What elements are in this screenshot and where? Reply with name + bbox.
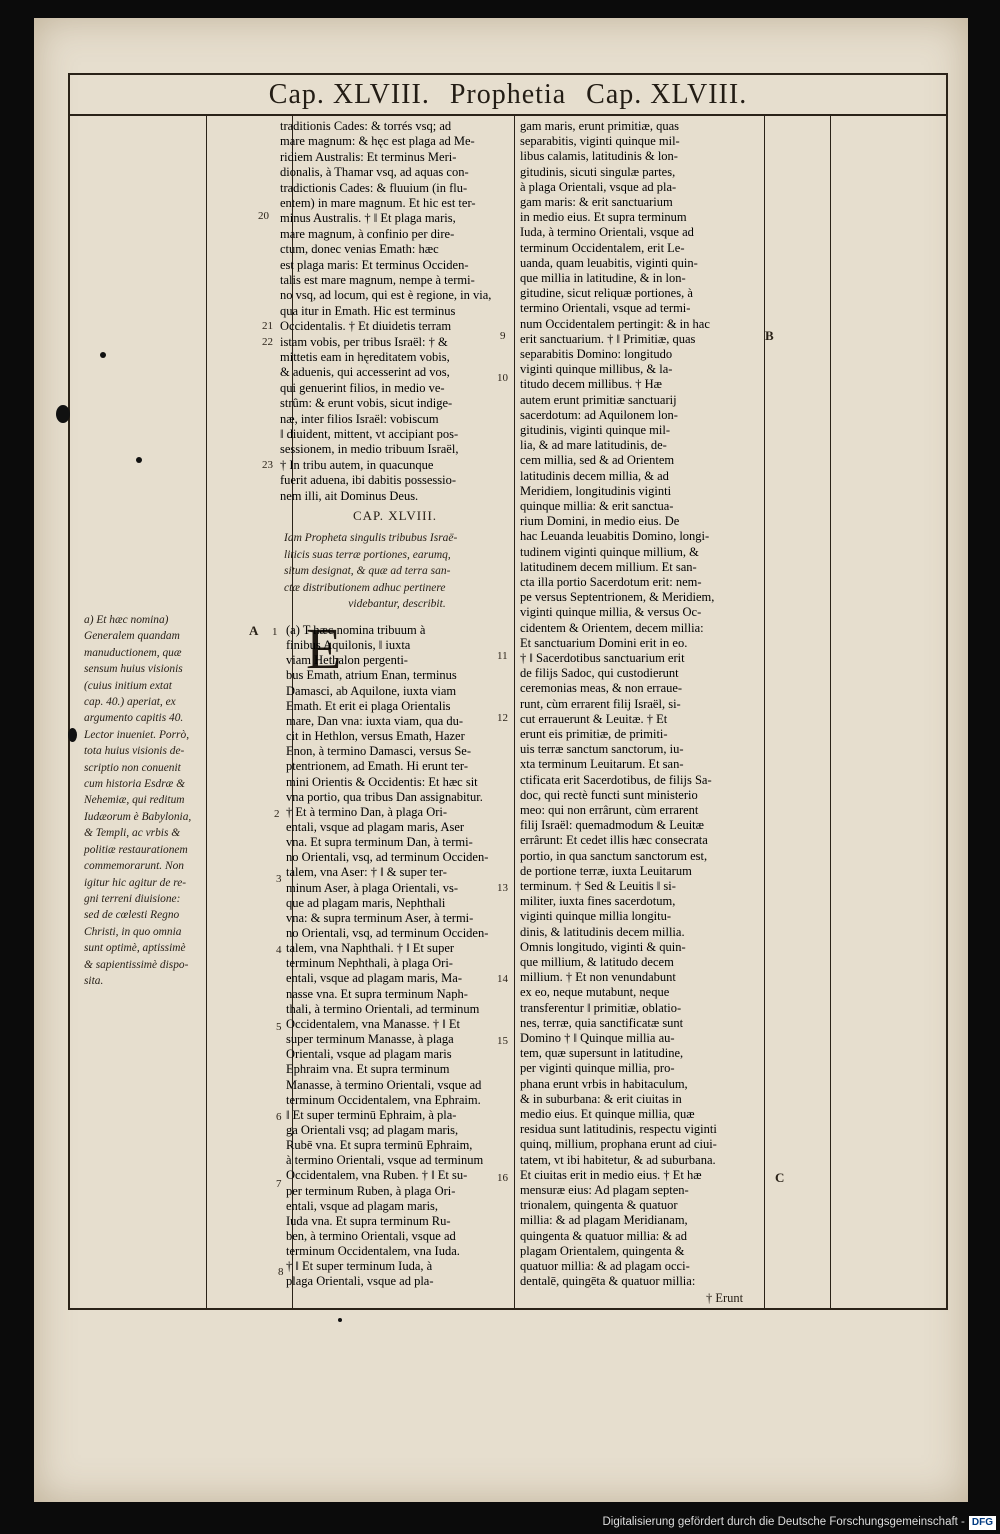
text-line: sacerdotum: ad Aquilonem lon- — [520, 407, 678, 422]
text-line: quinque millia: & erit sanctua- — [520, 499, 674, 513]
text-line: minus Australis. † ‖ Et plaga maris, — [280, 211, 456, 226]
note-line: & sapientissimè dispo- — [84, 958, 189, 971]
note-line: Generalem quandam — [84, 630, 180, 643]
text-line: bus Emath, atrium Enan, terminus — [286, 668, 457, 683]
verse-number: 2 — [274, 808, 280, 820]
margin-mark-c: C — [775, 1170, 785, 1185]
text-line: cem millia, sed & ad Orientem — [520, 453, 675, 468]
verse-number: 1 — [272, 626, 278, 638]
text-line: mittetis eam in hęreditatem vobis, — [280, 350, 450, 364]
verse-number: 7 — [276, 1178, 282, 1190]
text-line: Orientali, vsque ad plagam maris — [286, 1047, 452, 1062]
text-line: entali, vsque ad plagam maris, — [286, 1198, 439, 1213]
text-line: trionalem, quingenta & quatuor — [520, 1198, 678, 1213]
text-line: pe versus Septentrionem, & Meridiem, — [520, 590, 715, 605]
text-line: qua itur in Emath. Hic est terminus — [280, 303, 456, 318]
text-line: † Et à termino Dan, à plaga Ori- — [286, 804, 448, 819]
frame-right-rule — [946, 73, 948, 1310]
text-line: ceremonias meas, & non erraue- — [520, 681, 683, 696]
chapter-title: CAP. XLVIII. — [352, 508, 438, 523]
note-line: Iudæorum è Babylonia, — [84, 810, 192, 823]
text-line: Emath. Et erit ei plaga Orientalis — [286, 698, 451, 713]
text-line: ‖ Et super terminū Ephraim, à pla- — [286, 1107, 457, 1122]
text-line: Meridiem, longitudinis viginti — [520, 483, 672, 498]
text-line: Domino † ‖ Quinque millia au- — [520, 1031, 675, 1045]
text-line: viginti quinque millibus, & la- — [520, 362, 673, 377]
ink-spot — [100, 352, 106, 358]
verse-number: 11 — [497, 650, 508, 662]
note-line: sita. — [84, 974, 104, 987]
text-line: que millium, & latitudo decem — [520, 955, 674, 969]
text-line: mare magnum: & hęc est plaga ad Me- — [280, 134, 475, 149]
text-line: quingenta & quatuor millia: & ad — [520, 1228, 687, 1243]
text-line: que ad plagam maris, Nephthali — [286, 895, 446, 910]
text-line: ga Orientali vsq; ad plagam maris, — [286, 1122, 459, 1137]
verse-number: 6 — [276, 1111, 282, 1123]
text-line: uis terræ sanctum sanctorum, iu- — [520, 742, 684, 757]
text-line: næ, inter filios Israël: vobiscum — [280, 411, 439, 426]
text-line: titudo decem millibus. † Hæ — [520, 377, 663, 392]
text-line: mare magnum, à confinio per dire- — [280, 226, 455, 241]
text-line: gitudinis, sicuti singulæ partes, — [520, 164, 676, 179]
text-line: ctificata erit Sacerdotibus, de filijs Sa- — [520, 772, 712, 787]
text-line: transferentur ‖ primitiæ, oblatio- — [520, 1000, 682, 1015]
note-line: (cuius initium extat — [84, 679, 172, 692]
text-line: cta illa portio Sacerdotum erit: nem- — [520, 575, 702, 589]
running-header — [70, 76, 946, 114]
text-line: terminum Occidentalem, erit Le- — [520, 240, 685, 255]
header-chapter-left: Cap. XLVIII. — [268, 79, 430, 110]
text-line: Occidentalem, vna Manasse. † ‖ Et — [286, 1016, 460, 1031]
text-line: Et ciuitas erit in medio eius. † Et hæ — [520, 1167, 702, 1182]
text-line: istam vobis, per tribus Israël: † & — [280, 334, 448, 349]
text-line: medio eius. Et quinque millia, quæ — [520, 1107, 695, 1121]
text-line: cidentem & Orientem, decem millia: — [520, 620, 704, 635]
note-line: sunt optimè, aptissimè — [84, 942, 186, 955]
text-line: thali, à termino Orientali, ad terminum — [286, 1001, 480, 1016]
text-line: ridiem Australis: Et terminus Meri- — [280, 149, 457, 164]
note-line: cum historia Esdræ & — [84, 778, 185, 791]
summary-line: liticis suas terræ portiones, earumq, — [284, 548, 451, 561]
note-line: scriptio non conuenit — [84, 761, 181, 774]
verse-number: 13 — [497, 882, 508, 894]
text-line: talem, vna Naphthali. † ‖ Et super — [286, 941, 455, 956]
text-line: ptentrionem, ad Emath. Hi erunt ter- — [286, 759, 468, 774]
text-line: quinq, millium, prophana erunt ad ciui- — [520, 1137, 717, 1152]
note-line: commemorarunt. Non — [84, 860, 184, 873]
column-rule-5 — [830, 116, 831, 1308]
verse-number: 5 — [276, 1021, 282, 1033]
text-line: latitudinis decem millia, & ad — [520, 468, 669, 483]
text-line: in medio eius. Et supra terminum — [520, 210, 687, 225]
text-line: Omnis longitudo, viginti & quin- — [520, 939, 686, 954]
text-line: Occidentalem, vna Ruben. † ‖ Et su- — [286, 1168, 468, 1183]
verse-number: 9 — [500, 330, 506, 342]
note-line: & Templi, ac vrbis & — [84, 827, 181, 840]
column-rule-1 — [206, 116, 207, 1308]
text-line: doc, qui rectè functi sunt ministerio — [520, 787, 698, 802]
summary-line: situm designat, & quæ ad terra san- — [284, 565, 451, 577]
text-line: vna. Et supra terminum Dan, à termi- — [286, 835, 473, 850]
text-line: militer, iuxta fines sacerdotum, — [520, 894, 676, 909]
text-line: vna: & supra terminum Aser, à termi- — [286, 910, 474, 925]
note-line: tota huius visionis de- — [84, 745, 185, 758]
text-line: talis est mare magnum, nempe à termi- — [280, 273, 475, 287]
text-line: Iuda vna. Et supra terminum Ru- — [286, 1213, 451, 1228]
ink-spot — [338, 1318, 342, 1322]
note-line: politiæ restaurationem — [84, 843, 188, 856]
text-line: separabitis, viginti quinque mil- — [520, 134, 680, 149]
text-line: talem, vna Aser: † ‖ & super ter- — [286, 865, 447, 880]
text-line: meo: qui non errârunt, cùm errarent — [520, 803, 699, 817]
text-line: entali, vsque ad plagam maris, Aser — [286, 819, 465, 834]
text-line: cit in Hethlon, versus Emath, Hazer — [286, 729, 465, 744]
text-line: erit sanctuarium. † ‖ Primitiæ, quas — [520, 331, 696, 346]
text-line: finibus Aquilonis, ‖ iuxta — [286, 638, 411, 653]
text-line: Damasci, ab Aquilone, iuxta viam — [286, 683, 457, 698]
digitization-footer — [600, 1512, 996, 1532]
text-line: per terminum Ruben, à plaga Ori- — [286, 1183, 456, 1198]
text-line: de filijs Sadoc, qui custodierunt — [520, 666, 679, 681]
text-line: ctum, donec venias Emath: hæc — [280, 242, 439, 257]
text-line: dentalē, quingēta & quatuor millia: — [520, 1274, 696, 1289]
ink-spot — [136, 457, 142, 463]
text-line: plaga Orientali, vsque ad pla- — [286, 1274, 434, 1289]
verse-number: 14 — [497, 973, 508, 985]
verse-number: 12 — [497, 712, 508, 724]
text-line: residua sunt latitudinis, respectu viginti — [520, 1122, 717, 1137]
verse-number: 10 — [497, 372, 508, 384]
text-line: phana erunt vrbis in habitaculum, — [520, 1076, 688, 1091]
verse-number: 8 — [278, 1266, 284, 1278]
dfg-logo: DFG — [969, 1516, 996, 1530]
text-line: no Orientali, vsq, ad terminum Occiden- — [286, 850, 489, 865]
verse-number: 20 — [258, 210, 269, 222]
header-bottom-rule — [68, 114, 948, 116]
text-line: tudinem viginti quinque millium, & — [520, 544, 699, 559]
text-line: mini Orientis & Occidentis: Et hæc sit — [286, 774, 478, 789]
frame-left-rule — [68, 73, 70, 1310]
text-line: à plaga Orientali, vsque ad pla- — [520, 179, 677, 194]
text-line: quatuor millia: & ad plagam occi- — [520, 1259, 690, 1273]
verse-number: 22 — [262, 336, 273, 348]
text-line: mensuræ eius: Ad plagam septen- — [520, 1183, 689, 1197]
text-line: dinis, & latitudinis decem millia. — [520, 924, 685, 939]
text-line: terminum. † Sed & Leuitis ‖ si- — [520, 879, 676, 893]
note-line: cap. 40.) aperiat, ex — [84, 696, 176, 709]
text-line: rium Domini, in medio eius. De — [520, 514, 680, 529]
text-line: ‖ diuident, mittent, vt accipiant pos- — [280, 427, 459, 441]
text-line: Iuda, à termino Orientali, vsque ad — [520, 225, 694, 240]
text-line: minum Aser, à plaga Orientali, vs- — [286, 880, 459, 895]
text-line: de portione terræ, iuxta Leuitarum — [520, 863, 692, 878]
text-line: uanda, quam leuabitis, viginti quin- — [520, 255, 698, 270]
text-line: (a) T hæc nomina tribuum à — [286, 623, 426, 637]
marginal-note — [84, 612, 206, 989]
text-line: Occidentalis. † Et diuidetis terram — [280, 319, 452, 334]
text-line: erunt eis primitiæ, de primiti- — [520, 727, 668, 741]
note-line: manuductionem, quæ — [84, 646, 182, 659]
text-line: separabitis Domino: longitudo — [520, 347, 673, 361]
verse-number: 3 — [276, 873, 282, 885]
text-line: Et sanctuarium Domini erit in eo. — [520, 635, 688, 650]
text-line: que millia in latitudine, & in lon- — [520, 271, 686, 285]
text-line: est plaga maris: Et terminus Occiden- — [280, 257, 469, 272]
note-line: sensum huius visionis — [84, 663, 183, 676]
column-rule-4 — [764, 116, 765, 1308]
text-line: num Occidentalem pertingit: & in hac — [520, 316, 710, 331]
text-line: runt, cùm errarent filij Israël, si- — [520, 696, 681, 711]
ink-spot — [56, 405, 70, 423]
text-line: Enon, à termino Damasci, versus Se- — [286, 744, 472, 759]
text-line: latitudinem decem millium. Et san- — [520, 559, 697, 574]
chapter-summary — [284, 530, 510, 613]
text-line: viginti quinque millia longitu- — [520, 909, 672, 924]
frame-bottom-rule — [68, 1308, 948, 1310]
text-line: no Orientali, vsq, ad terminum Occiden- — [286, 926, 489, 940]
text-line: ex eo, neque mutabunt, neque — [520, 985, 670, 1000]
text-line: cut errauerunt & Leuitæ. † Et — [520, 711, 668, 726]
text-line: Manasse, à termino Orientali, vsque ad — [286, 1077, 482, 1092]
text-line: tradictionis Cades: & fluuium (in flu- — [280, 180, 468, 195]
column-rule-3 — [514, 116, 515, 1308]
text-line: autem erunt primitiæ sanctuarij — [520, 392, 677, 407]
note-line: Christi, in quo omnia — [84, 925, 182, 938]
footer-text: Digitalisierung gefördert durch die Deutsche Forschungsgemeinschaft - — [602, 1516, 965, 1528]
text-line: Rubē vna. Et supra terminū Ephraim, — [286, 1138, 473, 1153]
text-line: † In tribu autem, in quacunque — [280, 457, 434, 472]
text-line: viginti quinque millia, & versus Oc- — [520, 605, 702, 620]
text-line: Ephraim vna. Et supra terminum — [286, 1062, 450, 1077]
summary-line: ctæ distributionem adhuc pertinere — [284, 581, 446, 594]
text-line: hac Leuanda leuabitis Domino, longi- — [520, 529, 710, 544]
note-line: sed de cœlesti Regno — [84, 909, 180, 922]
margin-mark-a: A — [249, 623, 259, 638]
note-line: gni terreni diuisione: — [84, 892, 181, 905]
text-line: no vsq, ad locum, qui est è regione, in via, — [280, 288, 492, 303]
text-line: fuerit aduena, ibi dabitis possessio- — [280, 473, 457, 488]
text-line: entali, vsque ad plagam maris, Ma- — [286, 971, 462, 986]
frame-top-rule — [68, 73, 948, 75]
text-line: à termino Orientali, vsque ad terminum — [286, 1153, 484, 1168]
text-line: xta terminum Leuitarum. Et san- — [520, 757, 684, 772]
text-line: dionalis, à Thamar vsq, ad aquas con- — [280, 165, 469, 180]
text-line: nes, terræ, quia sanctificatæ sunt — [520, 1015, 684, 1030]
text-line: libus calamis, latitudinis & lon- — [520, 149, 678, 164]
text-line: millia: & ad plagam Meridianam, — [520, 1213, 688, 1228]
text-line: strûm: & erunt vobis, sicut indige- — [280, 396, 453, 411]
note-line: argumento capitis 40. — [84, 712, 184, 725]
text-line: † ‖ Sacerdotibus sanctuarium erit — [520, 651, 685, 665]
text-line: & in suburbana: & erit ciuitas in — [520, 1091, 682, 1106]
text-line: traditionis Cades: & torrés vsq; ad — [280, 119, 452, 133]
text-line: portio, in qua sanctum sanctorum est, — [520, 848, 708, 863]
text-line: † ‖ Et super terminum Iuda, à — [286, 1259, 433, 1274]
text-line: mare, Dan vna: iuxta viam, qua du- — [286, 713, 464, 728]
verse-number: 15 — [497, 1035, 508, 1047]
text-line: termino Orientali, vsque ad termi- — [520, 301, 691, 316]
note-line: igitur hic agitur de re- — [84, 876, 187, 889]
text-line: ben, à termino Orientali, vsque ad — [286, 1229, 456, 1243]
text-line: tatem, vt ibi habitetur, & ad suburbana. — [520, 1152, 716, 1167]
text-line: filij Israël: quemadmodum & Leuitæ — [520, 818, 704, 833]
text-line: tem, quæ supersunt in latitudine, — [520, 1046, 684, 1061]
text-line: per viginti quinque millia, pro- — [520, 1061, 675, 1076]
text-line: gam maris: & erit sanctuarium — [520, 195, 673, 209]
text-line: & aduenis, qui accesserint ad vos, — [280, 365, 450, 380]
header-book-title: Prophetia — [449, 79, 567, 110]
text-line: vna portio, qua tribus Dan assignabitur. — [286, 789, 483, 804]
text-line: nasse vna. Et supra terminum Naph- — [286, 986, 468, 1001]
catchword: † Erunt — [706, 1291, 744, 1305]
note-line: a) Et hæc nomina) — [84, 614, 169, 626]
text-line: errârunt: Et cedet illis hæc consecrata — [520, 833, 708, 848]
verse-number: 4 — [276, 944, 282, 956]
note-line: Lector inueniet. Porrò, — [84, 728, 190, 741]
summary-line: Iam Propheta singulis tribubus Israë- — [284, 532, 458, 544]
text-line: gam maris, erunt primitiæ, quas — [520, 119, 680, 133]
text-line: lia, & ad mare latitudinis, de- — [520, 438, 667, 453]
text-line: viam Hethalon pergenti- — [286, 653, 408, 668]
ink-spot — [68, 728, 77, 742]
note-line: Nehemiæ, qui reditum — [84, 794, 185, 807]
header-chapter-right: Cap. XLVIII. — [586, 79, 748, 110]
text-line: nem illi, ait Dominus Deus. — [280, 488, 419, 503]
verse-number: 21 — [262, 320, 273, 332]
margin-mark-b: B — [765, 328, 774, 343]
text-line: qui genuerint filios, in medio ve- — [280, 380, 445, 395]
verse-number: 16 — [497, 1172, 508, 1184]
summary-line: videbantur, describit. — [348, 598, 446, 610]
text-line: terminum Nephthali, à plaga Ori- — [286, 956, 453, 971]
text-line: gitudinis, viginti quinque mil- — [520, 423, 670, 437]
text-line: millium. † Et non venundabunt — [520, 970, 676, 985]
drop-cap: E — [306, 616, 342, 681]
text-line: sessionem, in medio tribuum Israël, — [280, 442, 459, 457]
text-line: gitudine, sicut reliquæ portiones, à — [520, 286, 693, 301]
text-line: terminum Occidentalem, vna Ephraim. — [286, 1092, 481, 1107]
text-line: plagam Orientalem, quingenta & — [520, 1243, 685, 1258]
text-line: super terminum Manasse, à plaga — [286, 1032, 454, 1047]
text-line: terminum Occidentalem, vna Iuda. — [286, 1244, 460, 1259]
text-line: entem) in mare magnum. Et hic est ter- — [280, 196, 476, 210]
verse-number: 23 — [262, 459, 273, 471]
